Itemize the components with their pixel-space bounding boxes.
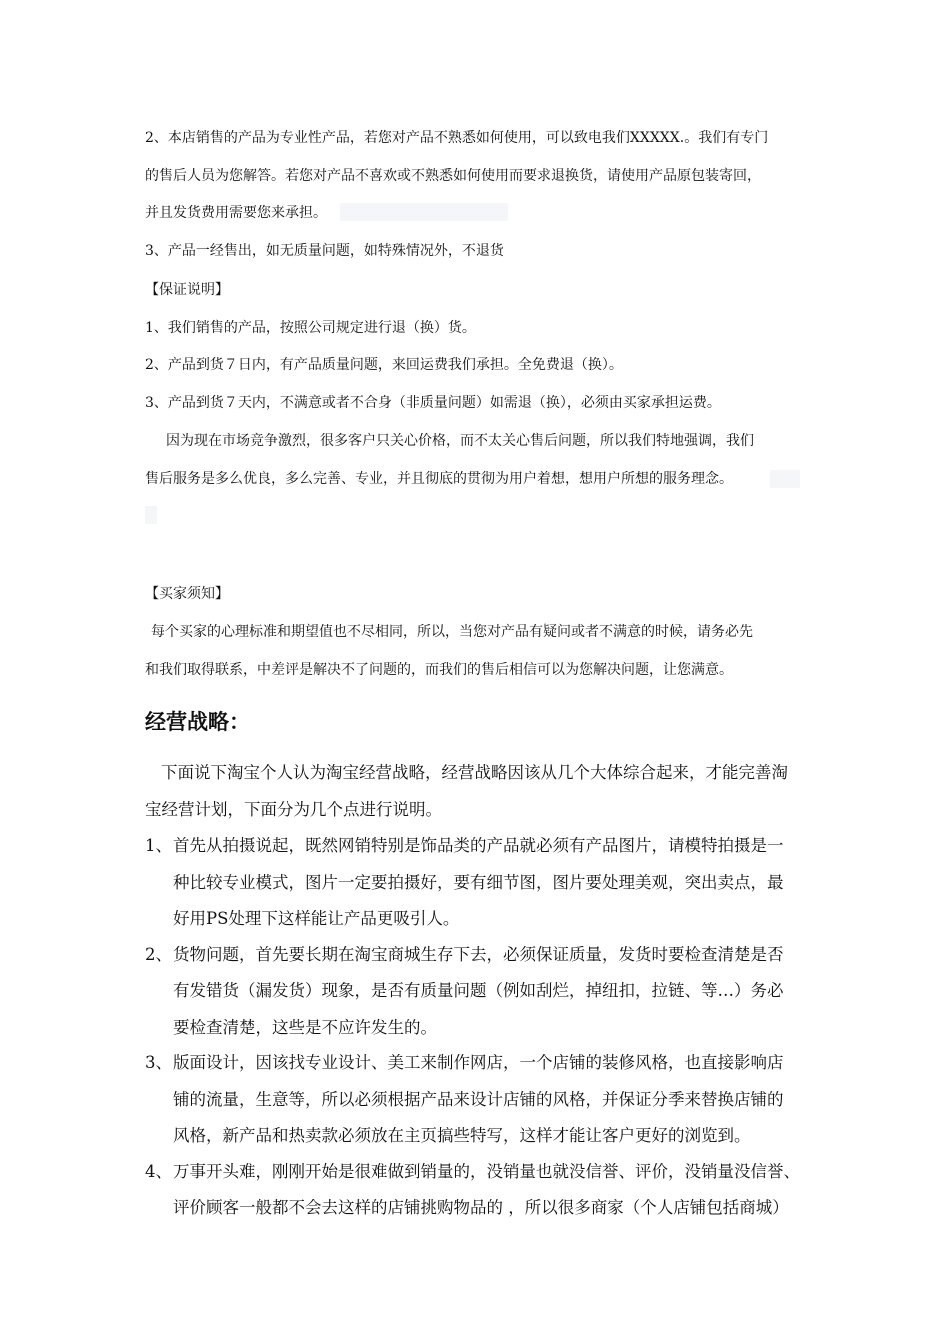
strategy-item-1-line-2: 种比较专业模式，图片一定要拍摄好，要有细节图，图片要处理美观，突出卖点，最: [173, 873, 784, 892]
strategy-item-3-line-3: 风格，新产品和热卖款必须放在主页搞些特写，这样才能让客户更好的浏览到。: [173, 1126, 751, 1145]
buyer-notice-title: 【买家须知】: [145, 586, 229, 602]
strategy-item-1-line-3: 好用PS处理下这样能让产品更吸引人。: [173, 909, 460, 928]
strategy-item-number: 1、: [145, 836, 172, 855]
text-highlight: [340, 203, 508, 221]
text-highlight: [145, 506, 157, 524]
strategy-item-number: 2、: [145, 945, 172, 964]
policy-item-2-line-1: 2、本店销售的产品为专业性产品，若您对产品不熟悉如何使用，可以致电我们XXXXX.。我们有专门: [145, 130, 769, 146]
strategy-item-2-line-3: 要检查清楚，这些是不应许发生的。: [173, 1018, 437, 1037]
strategy-heading: 经营战略：: [145, 710, 250, 734]
text-highlight: [770, 470, 800, 488]
guarantee-title: 【保证说明】: [145, 282, 229, 298]
strategy-item-4-line-1: 万事开头难，刚刚开始是很难做到销量的，没销量也就没信誉、评价，没销量没信誉、: [173, 1162, 800, 1181]
strategy-intro-line-2: 宝经营计划，下面分为几个点进行说明。: [145, 800, 442, 819]
policy-item-2-line-3: 并且发货费用需要您来承担。: [145, 205, 327, 221]
strategy-item-2-line-2: 有发错货（漏发货）现象，是否有质量问题（例如刮烂，掉纽扣，拉链、等…）务必: [173, 981, 784, 1000]
strategy-item-1-line-1: 首先从拍摄说起，既然网销特别是饰品类的产品就必须有产品图片，请模特拍摄是一: [173, 836, 784, 855]
guarantee-paragraph-line-2: 售后服务是多么优良，多么完善、专业，并且彻底的贯彻为用户着想，想用户所想的服务理念。: [145, 471, 733, 487]
policy-item-3: 3、产品一经售出，如无质量问题，如特殊情况外，不退货: [145, 243, 504, 259]
buyer-notice-line-2: 和我们取得联系，中差评是解决不了问题的，而我们的售后相信可以为您解决问题，让您满意。: [145, 662, 733, 678]
strategy-intro-line-1: 下面说下淘宝个人认为淘宝经营战略，经营战略因该从几个大体综合起来，才能完善淘: [161, 763, 788, 782]
strategy-item-number: 4、: [145, 1162, 172, 1181]
policy-item-2-line-2: 的售后人员为您解答。若您对产品不喜欢或不熟悉如何使用而要求退换货，请使用产品原包装寄回，: [145, 168, 761, 184]
strategy-item-number: 3、: [145, 1053, 172, 1072]
strategy-item-4-line-2: 评价顾客一般都不会去这样的店铺挑购物品的 ，所以很多商家（个人店铺包括商城）: [173, 1198, 789, 1217]
guarantee-item: 1、我们销售的产品，按照公司规定进行退（换）货。: [145, 320, 476, 336]
guarantee-item: 3、产品到货７天内，不满意或者不合身（非质量问题）如需退（换），必须由买家承担运费。: [145, 395, 721, 411]
buyer-notice-line-1: 每个买家的心理标准和期望值也不尽相同，所以，当您对产品有疑问或者不满意的时候，请务必先: [151, 624, 753, 640]
strategy-item-3-line-1: 版面设计，因该找专业设计、美工来制作网店，一个店铺的装修风格，也直接影响店: [173, 1053, 784, 1072]
guarantee-paragraph-line-1: 因为现在市场竞争激烈，很多客户只关心价格，而不太关心售后问题，所以我们特地强调，我们: [166, 433, 754, 449]
strategy-item-2-line-1: 货物问题，首先要长期在淘宝商城生存下去，必须保证质量，发货时要检查清楚是否: [173, 945, 784, 964]
guarantee-item: 2、产品到货７日内，有产品质量问题，来回运费我们承担。全免费退（换）。: [145, 357, 623, 373]
strategy-item-3-line-2: 铺的流量，生意等，所以必须根据产品来设计店铺的风格，并保证分季来替换店铺的: [173, 1090, 784, 1109]
